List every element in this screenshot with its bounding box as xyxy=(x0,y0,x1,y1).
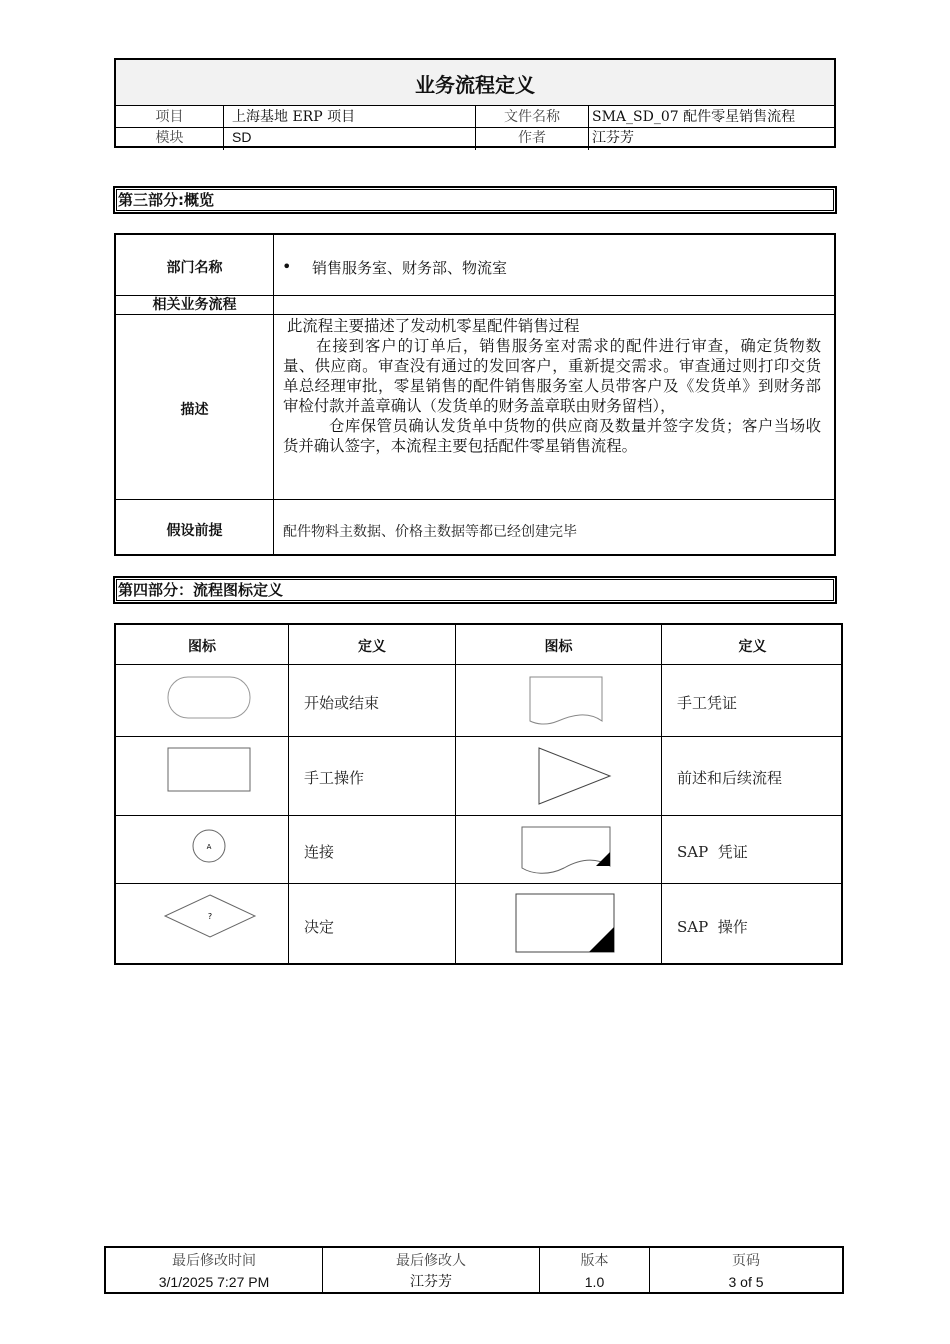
department-bullet: • xyxy=(282,257,292,276)
module-value: SD xyxy=(232,129,252,145)
overview-row-divider xyxy=(116,295,834,296)
header-col-divider xyxy=(223,106,224,150)
overview-row-divider xyxy=(116,499,834,500)
description-label: 描述 xyxy=(180,402,209,418)
page-number: 3 of 5 xyxy=(728,1274,764,1290)
document-footer xyxy=(104,1246,844,1294)
last-modified-time: 3/1/2025 7:27 PM xyxy=(158,1274,270,1290)
definition-prior-next-process: 前述和后续流程 xyxy=(677,769,783,787)
file-name-value: SMA_SD_07 配件零星销售流程 xyxy=(592,109,796,125)
definition-manual-document: 手工凭证 xyxy=(677,694,738,712)
decision-symbol-icon xyxy=(163,893,257,939)
icons-row-divider xyxy=(116,736,841,737)
document-title: 业务流程定义 xyxy=(116,60,834,106)
module-label: 模块 xyxy=(155,130,184,146)
overview-row-divider xyxy=(116,314,834,315)
description-line: 仓库保管员确认发货单中货物的供应商及数量并签字发货；客户当场收货并确认签字，本流程主要包括配件零星销售流程。 xyxy=(283,417,821,455)
department-value: 销售服务室、财务部、物流室 xyxy=(312,259,508,277)
column-header-icon: 图标 xyxy=(544,639,573,655)
assumption-value: 配件物料主数据、价格主数据等都已经创建完毕 xyxy=(283,524,577,540)
file-name-label: 文件名称 xyxy=(504,109,560,125)
description-line: 此流程主要描述了发动机零星配件销售过程 xyxy=(287,317,580,335)
section-four-bar xyxy=(113,576,837,604)
last-modified-time-label: 最后修改时间 xyxy=(172,1253,256,1269)
sap-document-symbol-icon xyxy=(520,826,612,876)
definition-decision: 决定 xyxy=(304,918,335,936)
section-three-bar xyxy=(113,186,837,214)
project-label: 项目 xyxy=(155,109,184,125)
department-label: 部门名称 xyxy=(166,260,223,276)
related-process-label: 相关业务流程 xyxy=(152,297,237,313)
last-modified-by: 江芬芳 xyxy=(410,1274,452,1290)
connector-symbol-icon xyxy=(191,828,229,864)
definition-connector: 连接 xyxy=(304,843,335,861)
icons-col-divider xyxy=(661,625,662,963)
page-number-label: 页码 xyxy=(732,1253,760,1269)
description-line: 在接到客户的订单后，销售服务室对需求的配件进行审查，确定货物数量、供应商。审查没有通过的发回客户，重新提交需求。审查通过则打印交货单总经理审批，零星销售的配件销售服务室人员带客户及《发货单》到财务部审检付款并盖章确认（发货单的财务盖章联由财务留档）， xyxy=(283,337,821,415)
last-modified-by-label: 最后修改人 xyxy=(396,1253,466,1269)
icons-col-divider xyxy=(288,625,289,963)
definition-start-end: 开始或结束 xyxy=(304,694,380,712)
icons-row-divider xyxy=(116,883,841,884)
terminator-symbol-icon xyxy=(167,676,251,720)
overview-table xyxy=(114,233,836,556)
definition-manual-operation: 手工操作 xyxy=(304,769,365,787)
author-value: 江芬芳 xyxy=(592,130,634,146)
project-value: 上海基地 ERP 项目 xyxy=(232,109,356,125)
manual-operation-symbol-icon xyxy=(167,747,251,793)
decision-glyph: ? xyxy=(207,912,213,921)
column-header-definition: 定义 xyxy=(738,639,767,655)
section-four-title: 第四部分：流程图标定义 xyxy=(116,579,834,601)
assumption-label: 假设前提 xyxy=(166,523,223,539)
column-header-icon: 图标 xyxy=(188,639,216,655)
definition-sap-document: SAP 凭证 xyxy=(677,843,748,861)
version-label: 版本 xyxy=(580,1253,609,1269)
icons-col-divider xyxy=(455,625,456,963)
icons-row-divider xyxy=(116,815,841,816)
document-header xyxy=(114,58,836,148)
section-three-title: 第三部分:概览 xyxy=(116,189,834,211)
sap-operation-symbol-icon xyxy=(515,893,617,955)
column-header-definition: 定义 xyxy=(358,639,386,655)
manual-document-symbol-icon xyxy=(528,675,604,727)
header-col-divider xyxy=(588,106,589,150)
definition-sap-operation: SAP 操作 xyxy=(677,918,748,936)
icon-definition-table xyxy=(114,623,843,965)
version-value: 1.0 xyxy=(584,1274,605,1290)
off-page-process-symbol-icon xyxy=(538,747,612,805)
description-text xyxy=(283,316,821,456)
author-label: 作者 xyxy=(518,130,546,146)
connector-glyph: A xyxy=(206,843,212,851)
overview-col-divider xyxy=(273,235,274,554)
